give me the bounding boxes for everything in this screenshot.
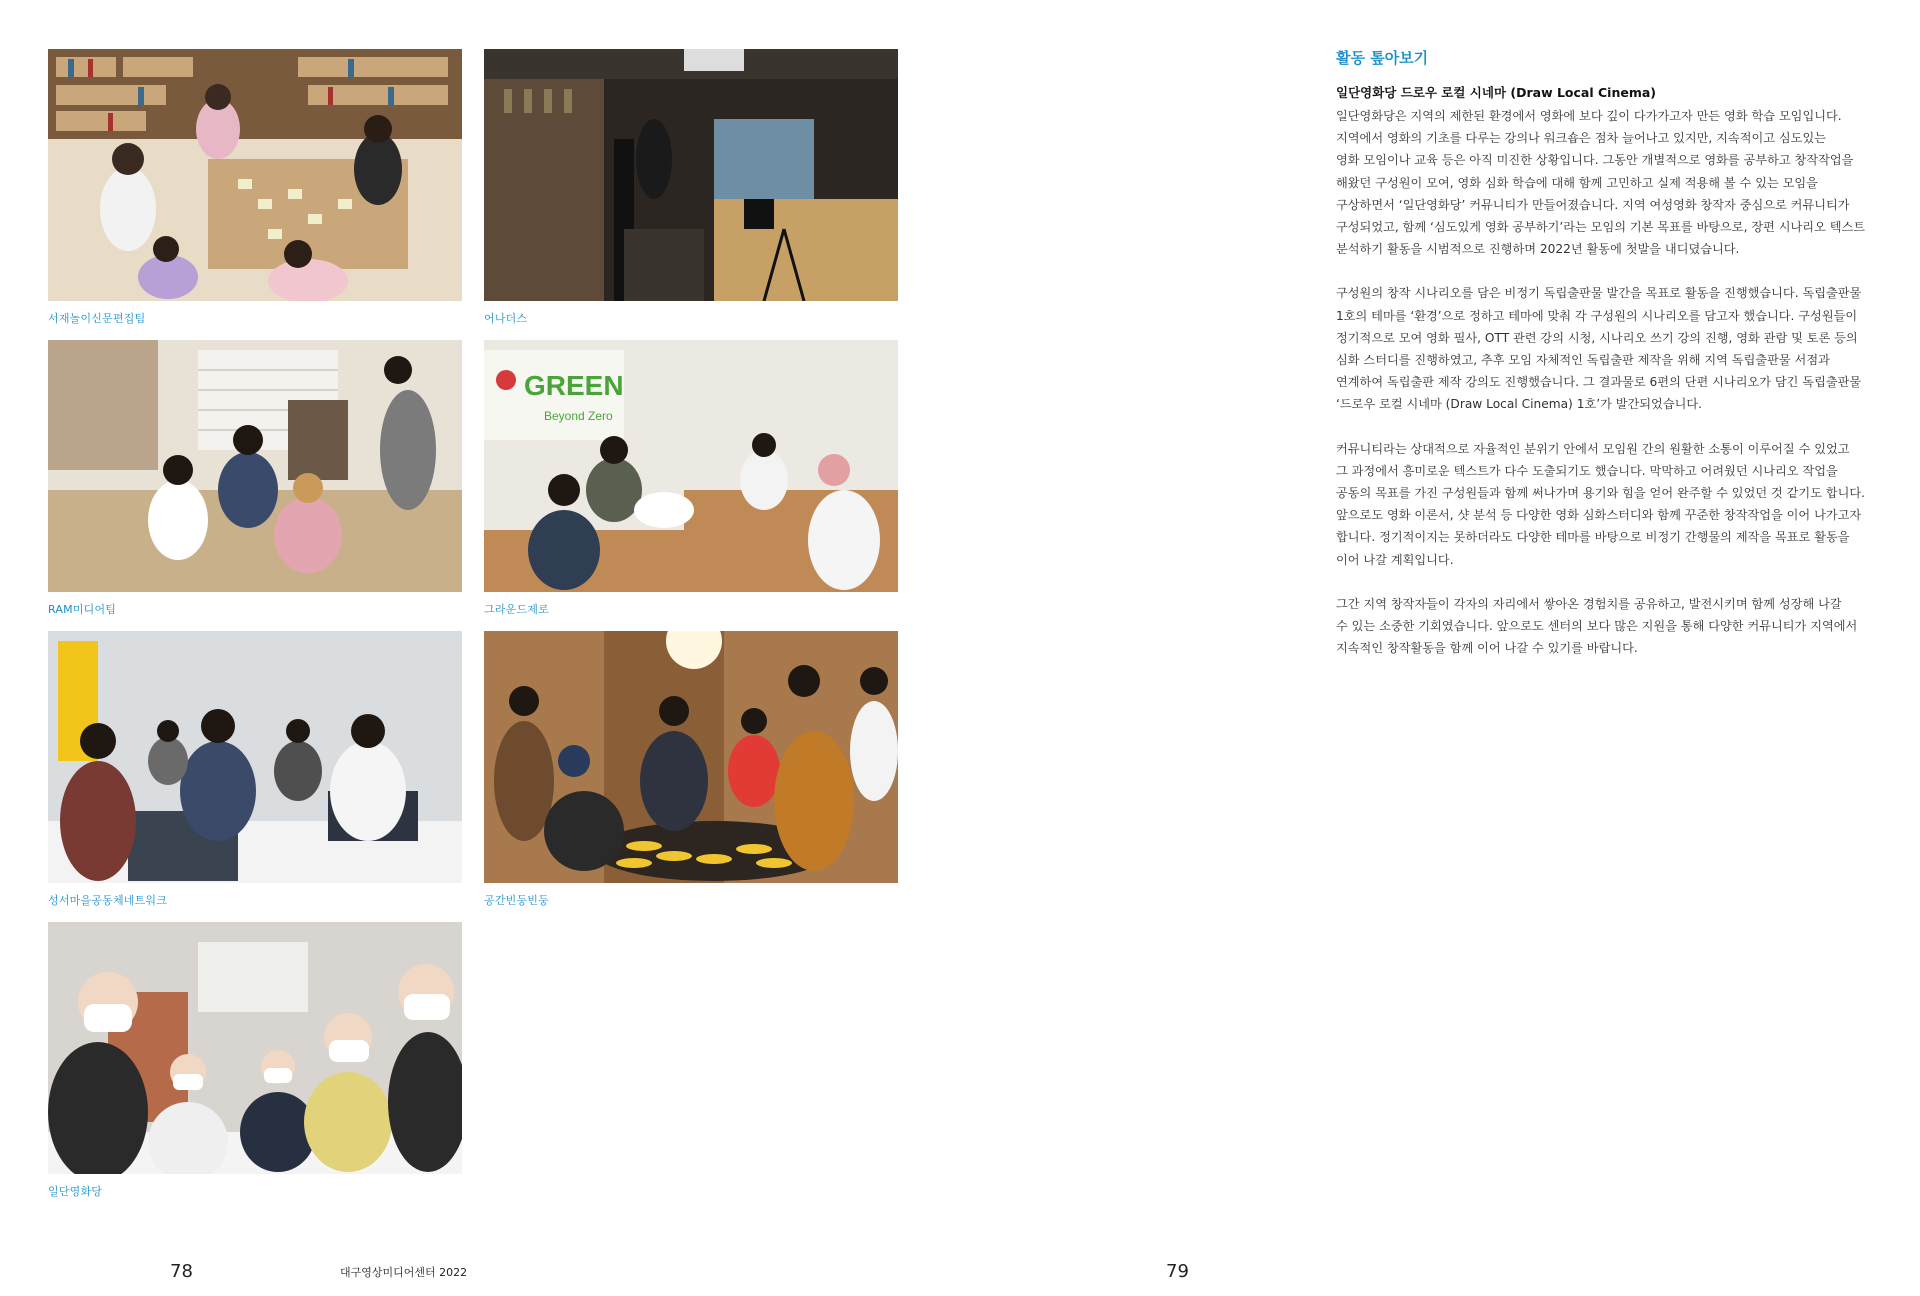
article: [1336, 84, 1896, 681]
running-title: 대구영상미디어센터 2022: [340, 1266, 468, 1279]
article-title: 일단영화당 드로우 로컬 시네마 (Draw Local Cinema): [1336, 85, 1657, 100]
article-paragraph: [1336, 438, 1896, 571]
photo-group-selfie: [48, 922, 462, 1174]
paragraph-line: 분석하기 활동을 시범적으로 진행하며 2022년 활동에 첫발을 내디뎠습니다.: [1336, 242, 1740, 257]
paragraph-line: 앞으로도 영화 이론서, 샷 분석 등 다양한 영화 심화스터디와 함께 꾸준한 창작작업을 이어 나가고자: [1336, 508, 1862, 523]
paragraph-line: 구상하면서 ‘일단영화당’ 커뮤니티가 만들어졌습니다. 지역 여성영화 창작자 중심으로 커뮤니티가: [1336, 197, 1850, 212]
svg-text:Beyond Zero: Beyond Zero: [544, 409, 613, 423]
photo-green-banner-room: [484, 340, 898, 592]
paragraph-line: 영화 모임이나 교육 등은 아직 미진한 상황입니다. 그동안 개별적으로 영화를 공부하고 창작작업을: [1336, 153, 1854, 168]
photo-caption: 어나더스: [484, 312, 528, 325]
paragraph-line: ‘드로우 로컬 시네마 (Draw Local Cinema) 1호’가 발간되었습니다.: [1336, 397, 1703, 412]
svg-text:GREEN: GREEN: [524, 370, 624, 401]
article-paragraph: [1336, 105, 1896, 260]
paragraph-line: 구성되었고, 함께 ‘심도있게 영화 공부하기’라는 모임의 기본 목표를 바탕으로, 장편 시나리오 텍스트: [1336, 220, 1866, 235]
paragraph-line: 지역에서 영화의 기초를 다루는 강의나 워크숍은 점차 늘어나고 있지만, 지속적이고 심도있는: [1336, 131, 1826, 146]
paragraph-line: 해왔던 구성원이 모여, 영화 심화 학습에 대해 함께 고민하고 실제 적용해 볼 수 있는 모임을: [1336, 175, 1818, 190]
paragraph-line: 정기적으로 모여 영화 필사, OTT 관련 강의 시청, 시나리오 쓰기 강의 진행, 영화 관람 및 토론 등의: [1336, 330, 1858, 345]
paragraph-line: 구성원의 창작 시나리오를 담은 비정기 독립출판물 발간을 목표로 활동을 진행했습니다. 독립출판물: [1336, 286, 1862, 301]
photo-caption: 그라운드제로: [484, 603, 549, 616]
photo-caption: 성서마을공동체네트워크: [48, 894, 168, 907]
paragraph-line: 일단영화당은 지역의 제한된 환경에서 영화에 보다 깊이 다가가고자 만든 영화 학습 모임입니다.: [1336, 109, 1842, 123]
paragraph-line: 지속적인 창작활동을 함께 이어 나갈 수 있기를 바랍니다.: [1336, 641, 1638, 656]
paragraph-line: 커뮤니티라는 상대적으로 자율적인 분위기 안에서 모임원 간의 원활한 소통이 이루어질 수 있었고: [1336, 441, 1850, 456]
paragraph-line: 심화 스터디를 진행하였고, 추후 모임 자체적인 독립출판 제작을 위해 지역 독립출판물 서점과: [1336, 353, 1830, 368]
paragraph-line: 합니다. 정기적이지는 못하더라도 다양한 테마를 바탕으로 비정기 간행물의 제작을 목표로 활동을: [1336, 530, 1850, 545]
section-title: 활동 톺아보기: [1336, 49, 1429, 67]
paragraph-line: 연계하여 독립출판 제작 강의도 진행했습니다. 그 결과물로 6편의 단편 시나리오가 담긴 독립출판물: [1336, 375, 1862, 390]
photo-bookshelf-room: [48, 49, 462, 301]
article-paragraph: [1336, 593, 1896, 660]
photo-dark-studio: [484, 49, 898, 301]
paragraph-line: 그간 지역 창작자들이 각자의 자리에서 쌓아온 경험치를 공유하고, 발전시키며 함께 성장해 나갈: [1336, 596, 1842, 611]
left-page-number: 78: [170, 1261, 193, 1282]
article-paragraph: [1336, 282, 1896, 415]
photo-table-with-bananas: [484, 631, 898, 883]
photo-caption: 서재놀이신문편집팀: [48, 312, 146, 325]
right-page-number: 79: [1166, 1261, 1189, 1282]
photo-caption: 일단영화당: [48, 1185, 103, 1198]
photo-floor-meeting: [48, 340, 462, 592]
paragraph-line: 그 과정에서 흥미로운 텍스트가 다수 도출되기도 했습니다. 막막하고 어려웠던 시나리오 작업을: [1336, 463, 1838, 478]
photo-caption: RAM미디어팀: [48, 603, 117, 616]
paragraph-line: 수 있는 소중한 기회였습니다. 앞으로도 센터의 보다 많은 지원을 통해 다양한 커뮤니티가 지역에서: [1336, 619, 1858, 634]
photo-laptop-class: [48, 631, 462, 883]
paragraph-line: 이어 나갈 계획입니다.: [1336, 552, 1454, 567]
paragraph-line: 1호의 테마를 ‘환경’으로 정하고 테마에 맞춰 각 구성원의 시나리오를 담고자 했습니다. 구성원들이: [1336, 308, 1858, 323]
photo-caption: 공간빈둥빈둥: [484, 894, 549, 907]
paragraph-line: 공동의 목표를 가진 구성원들과 함께 써나가며 용기와 힘을 얻어 완주할 수 있었던 것 같기도 합니다.: [1336, 486, 1866, 501]
